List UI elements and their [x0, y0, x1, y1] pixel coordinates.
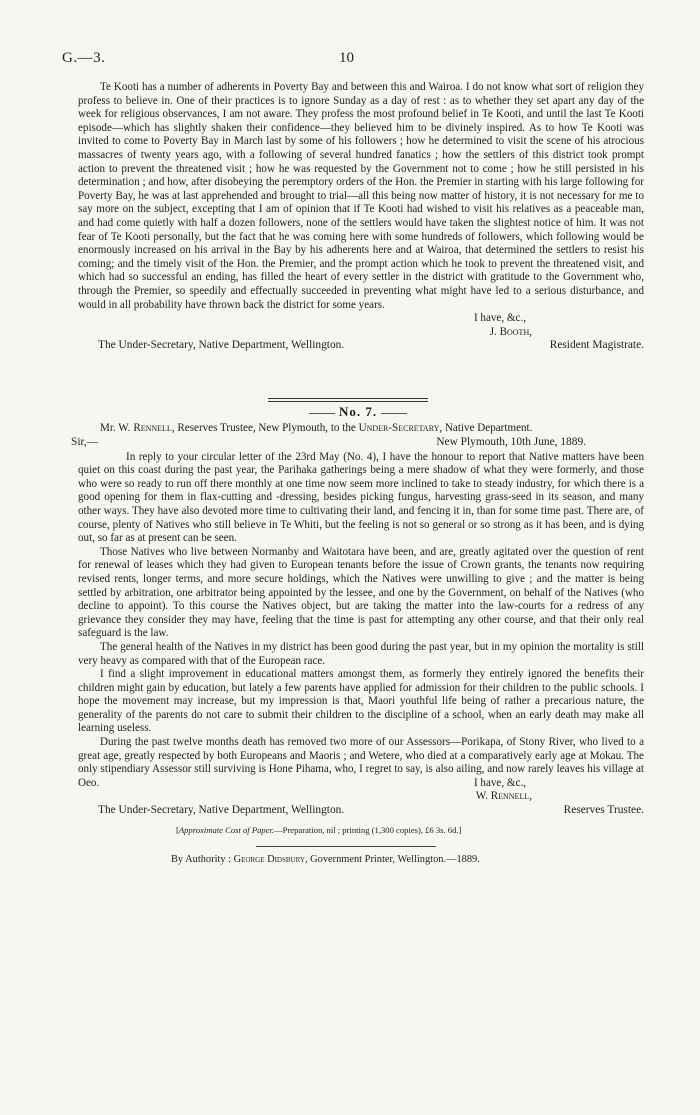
- authority-prefix: By Authority :: [171, 854, 232, 865]
- heading-name: Rennell: [133, 422, 172, 434]
- letter-booth-closing: [78, 339, 644, 354]
- cost-note: [Approximate Cost of Paper.—Preparation, nil ; printing (1,300 copies), £6 3s. 6d.]: [176, 825, 462, 835]
- heading-suffix: , Native Department.: [439, 422, 533, 434]
- letter-booth-title: Resident Magistrate.: [549, 339, 644, 352]
- heading-prefix: Mr. W.: [100, 422, 131, 434]
- salutation: Sir,—: [71, 435, 99, 448]
- cost-label: Approximate Cost of Paper.: [178, 825, 275, 835]
- dash-right: [381, 413, 407, 414]
- letter-booth-addressee: The Under-Secretary, Native Department, Wellington.: [98, 339, 345, 352]
- letter-rennell-signoff: I have, &c.,: [473, 776, 526, 789]
- letter-rennell-signer: W. Rennell,: [475, 790, 532, 803]
- paragraph: The general health of the Natives in my district has been good during the past year, but in my opinion the mortality is still very heavy as compared with that of the European race.: [78, 640, 644, 667]
- letter-rennell-salutation-row: [71, 435, 644, 451]
- paragraph: I find a slight improvement in educational matters amongst them, as formerly they entirely ignored the benefits their children might gain by education, but lately a few parents have applied for admission for their children to the public schools. I hope the movement may increase, but my impression is that, Maori youthful life being of rather a precarious nature, the generality of the parents do not care to submit their children to the discipline of a school, when an early death may make all learning useless.: [78, 668, 644, 735]
- letter-booth-signer: J. Booth,: [489, 325, 532, 338]
- authority-line: [171, 854, 480, 865]
- report-code: G.—3.: [62, 50, 106, 66]
- letter-rennell-addressee: The Under-Secretary, Native Department, Wellington.: [98, 804, 345, 817]
- place-date: New Plymouth, 10th June, 1889.: [436, 435, 586, 448]
- divider-rule: [268, 401, 428, 402]
- cost-text: —Preparation, nil ; printing (1,300 copies), £6 3s. 6d.: [274, 825, 459, 835]
- letter-rennell-title: Reserves Trustee.: [563, 804, 644, 817]
- letter-rennell: [71, 422, 644, 819]
- page-number: 10: [339, 50, 354, 66]
- authority-suffix: , Government Printer, Wellington.—1889.: [304, 854, 480, 865]
- paragraph: During the past twelve months death has removed two more of our Assessors—Porikapa, of Stony River, who lived to a great age, greatly respected by both Europeans and Maoris ; and Wetere, who died at a comparatively early age at Mokau. The only stipendiary Assessor still surviving is Hone Pihama, who, I regret to say, is also ailing, and now rarely leaves his village at Oeo.: [78, 736, 644, 789]
- printer-name: George Didsbury: [233, 854, 305, 865]
- document-number: [305, 404, 411, 420]
- letter-booth-signoff: I have, &c.,: [473, 312, 526, 325]
- paragraph: Those Natives who live between Normanby and Waitotara have been, and are, greatly agitated over the question of rent for renewal of leases which they had given to European tenants before the issue of Crown grants, the tenants now requiring revised rents, longer terms, and more secure holdings, which the Natives were unwilling to give ; and the matter is being settled by arbitration, one arbitrator being appointed by the lessee, and one by the Government, on behalf of the Natives (who decline to appoint). To this course the Natives object, but are taking the matter into the law-courts for a redress of any grievance they consider they may have, feeling that the time is past for attempting any other course, and that their only real safeguard is the law.: [78, 545, 644, 640]
- heading-recipient: Under-Secretary: [358, 422, 440, 434]
- letter-booth: [78, 81, 644, 354]
- document-number-text: No. 7.: [339, 404, 378, 419]
- letter-rennell-heading: [78, 422, 644, 436]
- letter-booth-paragraph: Te Kooti has a number of adherents in Poverty Bay and between this and Wairoa. I do not know what sort of religion they profess to believe in. One of their practices is to ignore Sunday as a day of rest : as to whether they set apart any day of the week for religious observances, I am not aware. They profess the most profound belief in Te Kooti, and until the last Te Kooti episode—which has slightly shaken their confidence—they believed him to be divinely inspired. As to how Te Kooti was invited to come to Poverty Bay in March last by some of his followers ; how he determined to visit the scene of his atrocious massacres of twenty years ago, with a following of several hundred fanatics ; how the settlers of this district took prompt action to prevent the threatened visit ; how he was requested by the Government not to come ; how he still persisted in his determination ; and how, after disobeying the peremptory orders of the Hon. the Premier in starting with his large following for Poverty Bay, he was at last apprehended and brought to trial—all this being now matter of history, it is not necessary for me to say more on the subject, excepting that I am of opinion that if Te Kooti had wished to visit his relatives as a peaceable man, and had come quietly with half a dozen followers, none of the settlers would have taken the slightest notice of him. It was not fear of Te Kooti personally, but the fact that he was coming here with some hundreds of followers, which following would be enormously increased on his arrival in the Bay by his adherents here and at Wairoa, that determined the settlers to resist his coming; and the timely visit of the Hon. the Premier, and the prompt action which he took to prevent the threatened visit, and which had so successful an ending, has filled the heart of every settler in the district with gratitude to the Government who, through the Premier, so speedily and effectually succeeded in preventing what might have led to a serious disturbance, and would in all probability have thrown back the district for some years.: [78, 81, 644, 311]
- paragraph: In reply to your circular letter of the 23rd May (No. 4), I have the honour to report that Native matters have been quiet on this coast during the past year, the Parihaka gatherings being a mere shadow of what they were formerly, and those who were so ready to run off there monthly at one time now seem more inclined to take to steady industry, for which there is a good opening for them in flax-cutting and -dressing, besides picking fungus, harvesting grass-seed in its season, and many other ways. They have also devoted more time to cultivating their land, and fencing it in, than for some time past. There are, of course, plenty of Natives who still believe in Te Whiti, but the feeling is not so general or so strong as it has been, and is dying out, so far as at present can be seen.: [78, 450, 644, 545]
- heading-middle: , Reserves Trustee, New Plymouth, to the: [171, 422, 356, 434]
- divider-rule: [268, 398, 428, 399]
- dash-left: [309, 413, 335, 414]
- letter-rennell-closing: [78, 804, 644, 819]
- footer-rule: [256, 846, 436, 847]
